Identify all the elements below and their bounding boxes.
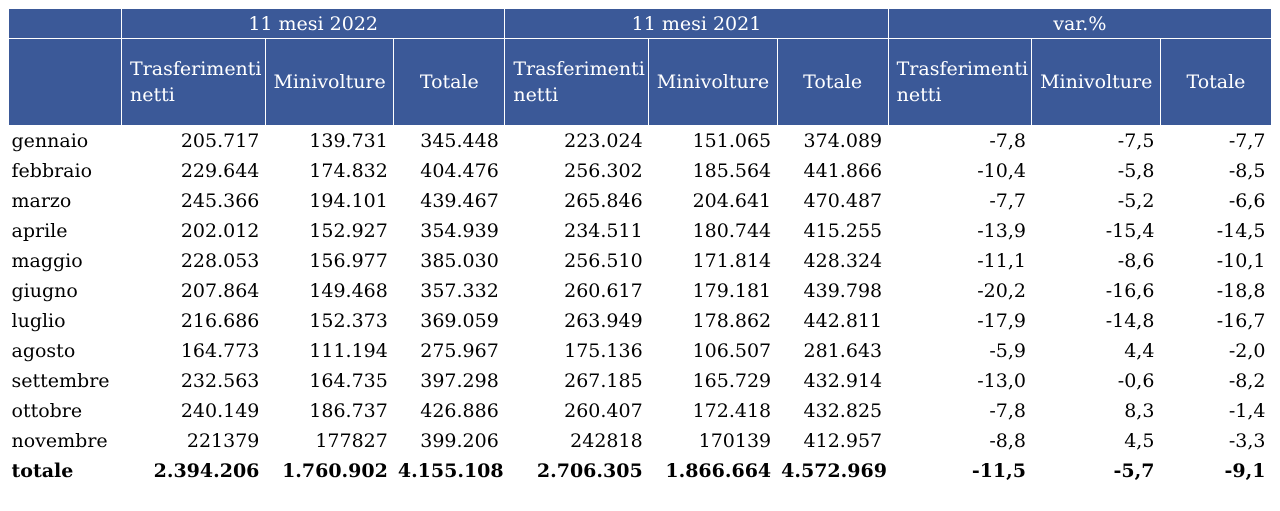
table-cell: -20,2 (977, 280, 1026, 302)
table-row (9, 396, 1272, 426)
table-cell: -10,4 (977, 160, 1026, 182)
table-cell: 149.468 (309, 280, 388, 302)
table-cell: 275.967 (420, 340, 499, 362)
table-cell: 240.149 (180, 400, 260, 422)
table-cell: 202.012 (180, 220, 260, 242)
table-cell: 428.324 (803, 250, 883, 272)
table-cell: 267.185 (564, 370, 643, 392)
table-cell: -5,9 (989, 340, 1026, 362)
table-cell: 170139 (698, 430, 772, 452)
table-cell: 152.927 (309, 220, 388, 242)
column-header: Minivolture (649, 39, 777, 126)
table-cell: 4.572.969 (781, 460, 887, 482)
column-header: Trasferimenti netti (505, 39, 649, 126)
table-cell: 164.735 (309, 370, 388, 392)
group-header: var.% (888, 9, 1271, 39)
table-cell: 171.814 (692, 250, 772, 272)
table-cell: 207.864 (180, 280, 260, 302)
column-header: Minivolture (265, 39, 393, 126)
table-cell: 1.760.902 (282, 460, 388, 482)
table-cell: -8,8 (989, 430, 1026, 452)
table-cell: 156.977 (309, 250, 388, 272)
table-cell: 139.731 (309, 130, 388, 152)
table-cell: 260.407 (564, 400, 643, 422)
month-label: ottobre (11, 400, 83, 422)
total-row (9, 456, 1272, 486)
table-cell: -8,2 (1228, 370, 1266, 392)
month-label: giugno (11, 280, 78, 302)
table-cell: 179.181 (692, 280, 772, 302)
table-cell: -15,4 (1105, 220, 1155, 242)
table-cell: 2.706.305 (536, 460, 643, 482)
table-cell: 412.957 (803, 430, 883, 452)
table-row (9, 276, 1272, 306)
table-cell: 223.024 (564, 130, 643, 152)
table-cell: 374.089 (803, 130, 883, 152)
month-label: agosto (11, 340, 76, 362)
table-cell: 265.846 (564, 190, 643, 212)
group-header: 11 mesi 2021 (505, 9, 888, 39)
table-cell: 260.617 (564, 280, 643, 302)
table-cell: -13,9 (977, 220, 1026, 242)
table-cell: 229.644 (180, 160, 260, 182)
table-cell: 2.394.206 (153, 460, 260, 482)
column-header: Totale (394, 39, 505, 126)
table-cell: -7,5 (1117, 130, 1155, 152)
table-cell: 164.773 (180, 340, 260, 362)
table-row (9, 336, 1272, 366)
table-cell: 106.507 (692, 340, 772, 362)
table-cell: -1,4 (1228, 400, 1266, 422)
table-cell: 245.366 (180, 190, 260, 212)
table-cell: -0,6 (1117, 370, 1155, 392)
table-cell: -5,7 (1113, 460, 1155, 482)
table-cell: -18,8 (1216, 280, 1266, 302)
table-cell: 175.136 (564, 340, 643, 362)
corner-cell (9, 39, 122, 126)
table-cell: 426.886 (420, 400, 499, 422)
table-row (9, 246, 1272, 276)
month-label: febbraio (11, 160, 93, 182)
table-cell: -2,0 (1228, 340, 1266, 362)
table-cell: 205.717 (180, 130, 260, 152)
table-row (9, 216, 1272, 246)
column-header: Trasferimenti netti (122, 39, 266, 126)
table-cell: -13,0 (977, 370, 1026, 392)
data-table (8, 8, 1272, 486)
table-cell: 177827 (315, 430, 388, 452)
column-header: Totale (777, 39, 888, 126)
table-cell: 354.939 (420, 220, 499, 242)
table-cell: 263.949 (564, 310, 643, 332)
month-label: gennaio (11, 130, 89, 152)
table-cell: 194.101 (309, 190, 388, 212)
table-cell: 8,3 (1124, 400, 1155, 422)
table-cell: 152.373 (309, 310, 388, 332)
table-cell: 111.194 (309, 340, 388, 362)
table-cell: 4.155.108 (397, 460, 504, 482)
table-cell: 4,4 (1124, 340, 1155, 362)
table-cell: 185.564 (692, 160, 772, 182)
table-cell: -3,3 (1228, 430, 1266, 452)
corner-cell (9, 9, 122, 39)
month-label: novembre (11, 430, 108, 452)
table-cell: 174.832 (309, 160, 388, 182)
table-cell: 151.065 (692, 130, 772, 152)
group-header: 11 mesi 2022 (122, 9, 505, 39)
table-cell: 432.914 (803, 370, 883, 392)
table-cell: -16,7 (1216, 310, 1266, 332)
table-cell: 186.737 (309, 400, 388, 422)
table-cell: -6,6 (1228, 190, 1266, 212)
column-header: Minivolture (1032, 39, 1160, 126)
column-header: Trasferimenti netti (888, 39, 1032, 126)
table-cell: 281.643 (803, 340, 883, 362)
table-row (9, 186, 1272, 216)
table-cell: 256.302 (564, 160, 643, 182)
table-row (9, 366, 1272, 396)
month-label: maggio (11, 250, 83, 272)
month-label: aprile (11, 220, 68, 242)
column-header: Totale (1160, 39, 1271, 126)
table-cell: 221379 (186, 430, 260, 452)
table-row (9, 156, 1272, 186)
table-cell: -11,5 (971, 460, 1026, 482)
table-cell: 216.686 (180, 310, 260, 332)
table-cell: -7,7 (989, 190, 1026, 212)
table-cell: -7,8 (989, 400, 1026, 422)
table-cell: 415.255 (803, 220, 883, 242)
table-cell: 432.825 (803, 400, 883, 422)
table-cell: -8,5 (1228, 160, 1266, 182)
total-label: totale (11, 460, 74, 482)
table-cell: 4,5 (1124, 430, 1155, 452)
table-row (9, 426, 1272, 456)
table-cell: 172.418 (692, 400, 772, 422)
table-cell: 399.206 (420, 430, 499, 452)
table-cell: 180.744 (692, 220, 772, 242)
table-cell: 256.510 (564, 250, 643, 272)
table-cell: -10,1 (1216, 250, 1266, 272)
table-cell: -8,6 (1117, 250, 1155, 272)
table-cell: 178.862 (692, 310, 772, 332)
table-cell: -7,8 (989, 130, 1026, 152)
month-label: luglio (11, 310, 66, 332)
table-cell: 439.467 (420, 190, 499, 212)
table-cell: 439.798 (803, 280, 883, 302)
table-cell: -14,8 (1105, 310, 1155, 332)
table-cell: 165.729 (692, 370, 772, 392)
table-cell: 204.641 (692, 190, 772, 212)
month-label: settembre (11, 370, 110, 392)
table-cell: 470.487 (803, 190, 883, 212)
table-cell: 234.511 (564, 220, 643, 242)
table-cell: 404.476 (420, 160, 499, 182)
table-cell: -17,9 (977, 310, 1026, 332)
table-cell: 232.563 (180, 370, 260, 392)
table-row (9, 126, 1272, 157)
table-header (9, 9, 1272, 126)
table-cell: -11,1 (977, 250, 1026, 272)
table-cell: 441.866 (803, 160, 883, 182)
table-cell: -9,1 (1224, 460, 1266, 482)
table-cell: -14,5 (1216, 220, 1266, 242)
table-cell: 442.811 (803, 310, 883, 332)
table-row (9, 306, 1272, 336)
table-cell: 385.030 (420, 250, 499, 272)
table-cell: 357.332 (420, 280, 499, 302)
table-cell: 397.298 (420, 370, 499, 392)
table-cell: 228.053 (180, 250, 260, 272)
table-cell: -5,8 (1117, 160, 1155, 182)
table-cell: 369.059 (420, 310, 499, 332)
month-label: marzo (11, 190, 72, 212)
table-cell: -7,7 (1228, 130, 1266, 152)
table-cell: 345.448 (420, 130, 499, 152)
table-cell: 1.866.664 (665, 460, 772, 482)
table-cell: -16,6 (1105, 280, 1155, 302)
table-cell: 242818 (570, 430, 643, 452)
table-cell: -5,2 (1117, 190, 1155, 212)
table-body (9, 126, 1272, 487)
